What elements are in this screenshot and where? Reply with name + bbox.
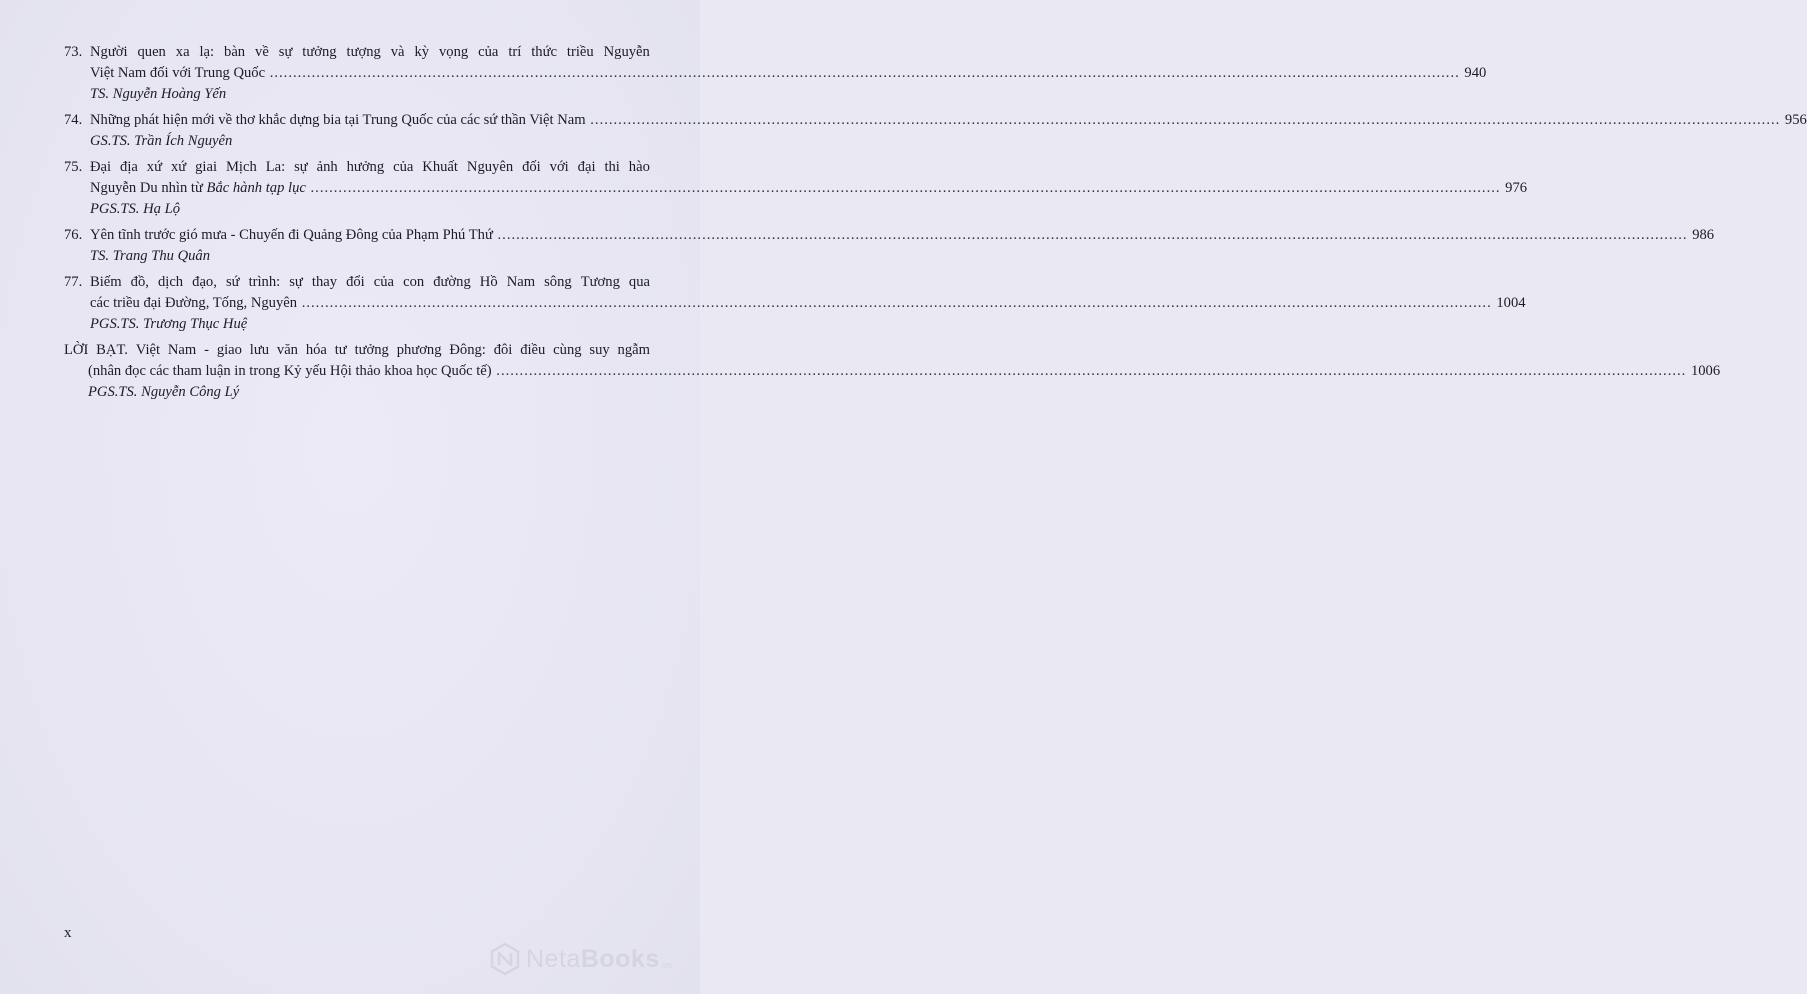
toc-entry-77[interactable]	[64, 272, 1526, 335]
entry-author: TS. Trang Thu Quân	[90, 248, 211, 264]
page-number: 940	[1464, 65, 1487, 81]
dot-leader	[498, 227, 1688, 243]
entry-title-text: Những phát hiện mới về thơ khắc dựng bia tại Trung Quốc của các sứ thần Việt Nam	[90, 112, 586, 128]
entry-title-text: các triều đại Đường, Tống, Nguyên	[90, 295, 298, 311]
watermark-brand-bold: Books	[580, 944, 660, 973]
entry-title-line: Biếm đồ, dịch đạo, sứ trình: sự thay đổi của con đường Hồ Nam sông Tương qua	[90, 274, 650, 290]
toc-entry-afterword[interactable]	[64, 340, 1721, 403]
entry-title-italic: Bắc hành tạp lục	[206, 180, 306, 196]
entry-number: 75.	[64, 159, 83, 175]
entry-title-text: Việt Nam đối với Trung Quốc	[90, 65, 266, 81]
netabooks-logo-icon	[488, 942, 522, 976]
entry-title-last-line	[64, 63, 1487, 84]
table-of-contents	[64, 42, 1807, 408]
entry-title-plain: Nguyễn Du nhìn từ	[90, 180, 207, 196]
entry-title-last-line	[64, 178, 1528, 199]
page-number: 986	[1692, 227, 1715, 243]
dot-leader	[590, 112, 1780, 128]
dot-leader	[496, 363, 1686, 379]
toc-entry-76[interactable]	[64, 225, 1715, 267]
page-number: 1004	[1496, 295, 1526, 311]
dot-leader	[311, 180, 1501, 196]
toc-entry-75[interactable]	[64, 157, 1528, 220]
entry-title-line: Người quen xa lạ: bàn về sự tưởng tượng và kỳ vọng của trí thức triều Nguyễn	[90, 44, 650, 60]
entry-title-text: (nhân đọc các tham luận in trong Kỷ yếu Hội thảo khoa học Quốc tế)	[88, 363, 492, 379]
watermark-brand	[526, 945, 660, 974]
page-number: 1006	[1690, 363, 1721, 379]
page-number: 976	[1505, 180, 1528, 196]
watermark	[488, 942, 672, 976]
entry-title-line: LỜI BẠT. Việt Nam - giao lưu văn hóa tư tưởng phương Đông: đôi điều cùng suy ngẫm	[64, 342, 650, 358]
entry-title-text	[90, 180, 306, 196]
dot-leader	[302, 295, 1492, 311]
entry-author: PGS.TS. Trương Thục Huệ	[90, 316, 248, 332]
toc-entry-74[interactable]	[64, 110, 1807, 152]
entry-number: 76.	[64, 227, 83, 243]
entry-title-last-line	[64, 225, 1715, 246]
entry-author: GS.TS. Trần Ích Nguyên	[90, 133, 233, 149]
dot-leader	[270, 65, 1460, 81]
page-number: 956	[1784, 112, 1807, 128]
entry-number: 77.	[64, 274, 83, 290]
entry-title-last-line	[64, 110, 1807, 131]
entry-title-last-line	[64, 361, 1721, 382]
watermark-suffix: .vn	[659, 960, 672, 970]
entry-author: PGS.TS. Nguyễn Công Lý	[88, 384, 240, 400]
entry-title-line: Đại địa xứ xứ giai Mịch La: sự ảnh hưởng của Khuất Nguyên đối với đại thi hào	[90, 159, 650, 175]
entry-title-last-line	[64, 293, 1526, 314]
page-numeral: x	[64, 925, 72, 941]
entry-title-text: Yên tĩnh trước gió mưa - Chuyến đi Quảng Đông của Phạm Phú Thứ	[90, 227, 493, 243]
toc-entry-73[interactable]	[64, 42, 1487, 105]
entry-number: 74.	[64, 112, 83, 128]
entry-author: TS. Nguyễn Hoàng Yến	[90, 86, 227, 102]
entry-number: 73.	[64, 44, 83, 60]
watermark-brand-light: Neta	[526, 944, 581, 973]
entry-author: PGS.TS. Hạ Lộ	[90, 201, 181, 217]
